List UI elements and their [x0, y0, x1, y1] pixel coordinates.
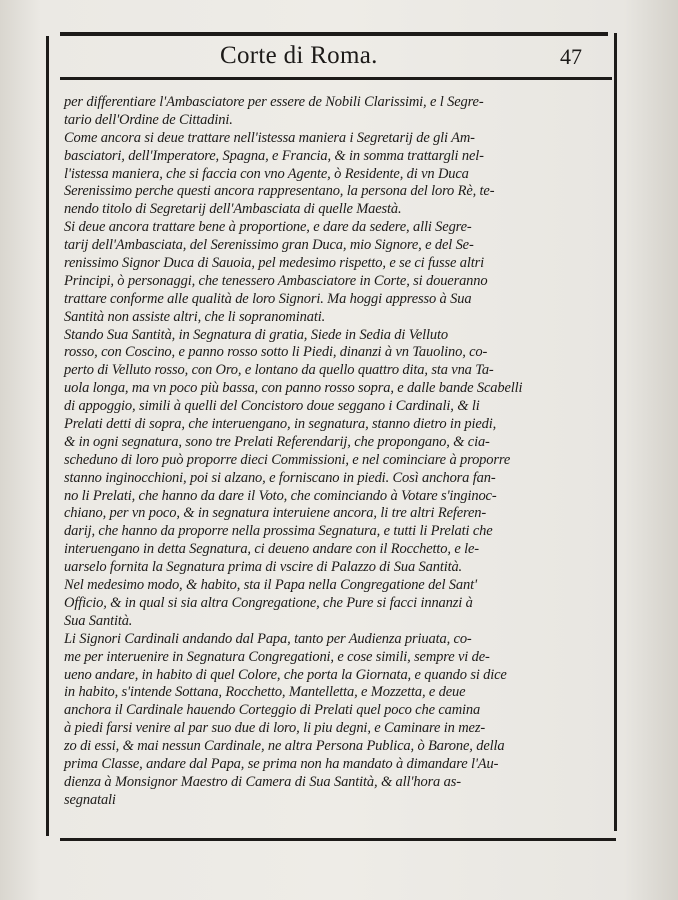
- text-line: Stando Sua Santità, in Segnatura di gratia, Siede in Sedia di Velluto: [64, 326, 448, 343]
- text-line: dienza à Monsignor Maestro di Camera di Sua Santità, & all'hora as-: [64, 773, 461, 790]
- text-line: zo di essi, & mai nessun Cardinale, ne altra Persona Publica, ò Barone, della: [64, 738, 505, 755]
- text-line: Santità non assiste altri, che li sopranominati.: [64, 308, 326, 325]
- text-line: Sua Santità.: [64, 612, 133, 629]
- frame-top-rule: [60, 32, 608, 36]
- text-line: uarselo fornita la Segnatura prima di vscire di Palazzo di Sua Santità.: [64, 559, 463, 576]
- text-line: anchora il Cardinale hauendo Corteggio di Prelati quel poco che camina: [64, 702, 481, 719]
- text-line: Come ancora si deue trattare nell'istessa maniera i Segretarij de gli Am-: [64, 129, 475, 146]
- text-line: l'istessa maniera, che si faccia con vno Agente, ò Residente, di vn Duca: [64, 165, 469, 182]
- text-line: nendo titolo di Segretarij dell'Ambasciata di quelle Maestà.: [64, 201, 402, 218]
- frame-left-rule: [46, 36, 49, 836]
- text-line: rosso, con Coscino, e panno rosso sotto li Piedi, dinanzi à vn Tauolino, co-: [64, 344, 488, 361]
- text-line: me per interuenire in Segnatura Congregationi, e cose simili, sempre vi de-: [64, 648, 490, 665]
- text-line: scheduno di loro può proporre dieci Commissioni, e nel cominciare à proporre: [64, 451, 511, 468]
- text-line: per differentiare l'Ambasciatore per essere de Nobili Clarissimi, e l Segre-: [64, 94, 484, 110]
- text-line: stanno inginocchioni, poi si alzano, e forniscano in piedi. Così anchora fan-: [64, 469, 496, 486]
- text-line: renissimo Signor Duca di Sauoia, pel medesimo rispetto, e se ci fusse altri: [64, 255, 484, 272]
- text-line: Li Signori Cardinali andando dal Papa, tanto per Audienza priuata, co-: [64, 630, 472, 647]
- text-line: uola longa, ma vn poco più bassa, con panno rosso sopra, e dalle bande Scabelli: [64, 380, 523, 397]
- text-line: interuengano in detta Segnatura, ci deueno andare con il Rocchetto, e le-: [64, 541, 479, 558]
- text-line: Prelati detti di sopra, che interuengano, in segnatura, stanno dietro in piedi,: [64, 416, 497, 433]
- text-line: darij, che hanno da proporre nella prossima Segnatura, e tutti li Prelati che: [64, 523, 493, 540]
- text-line: Serenissimo perche questi ancora rappresentano, la persona del loro Rè, te-: [64, 183, 495, 200]
- text-line: tario dell'Ordine de Cittadini.: [64, 111, 233, 128]
- text-line: trattare conforme alle qualità de loro Signori. Ma hoggi appresso à Sua: [64, 290, 472, 307]
- page-number: 47: [560, 44, 582, 69]
- text-line: Principi, ò personaggi, che tenessero Ambasciatore in Corte, si doueranno: [64, 272, 488, 289]
- text-line: perto di Velluto rosso, con Oro, e lontano da quello quattro dita, sta vna Ta-: [64, 362, 494, 379]
- text-line: tarij dell'Ambasciata, del Serenissimo gran Duca, mio Signore, e del Se-: [64, 237, 474, 254]
- frame-right-rule: [614, 33, 617, 831]
- text-line: no li Prelati, che hanno da dare il Voto, che cominciando à Votare s'inginoc-: [64, 487, 497, 504]
- text-line: chiano, per vn poco, & in segnatura interuiene ancora, li tre altri Referen-: [64, 505, 487, 522]
- running-title: Corte di Roma.: [220, 42, 378, 69]
- text-line: Officio, & in qual si sia altra Congregatione, che Pure si facci innanzi à: [64, 594, 473, 611]
- text-line: & in ogni segnatura, sono tre Prelati Referendarij, che propongano, & cia-: [64, 433, 490, 450]
- header-rule: [60, 77, 612, 80]
- body-text: [64, 94, 610, 810]
- text-line: Nel medesimo modo, & habito, sta il Papa nella Congregatione del Sant': [64, 577, 477, 594]
- text-line: à piedi farsi venire al par suo due di loro, li piu degni, e Caminare in mez-: [64, 720, 485, 737]
- text-line: in habito, s'intende Sottana, Rocchetto, Mantelletta, e Mozzetta, e deue: [64, 684, 466, 701]
- text-line: segnatali: [64, 791, 116, 808]
- text-line: basciatori, dell'Imperatore, Spagna, e Francia, & in somma trattargli nel-: [64, 147, 484, 164]
- frame-bottom-rule: [60, 838, 616, 841]
- text-line: prima Classe, andare dal Papa, se prima non ha mandato à dimandare l'Au-: [64, 755, 499, 772]
- text-line: ueno andare, in habito di quel Colore, che porta la Giornata, e quando si dice: [64, 666, 507, 683]
- text-line: Si deue ancora trattare bene à proportione, e dare da sedere, alli Segre-: [64, 219, 472, 236]
- text-line: di appoggio, simili à quelli del Concistoro doue seggano i Cardinali, & li: [64, 398, 480, 415]
